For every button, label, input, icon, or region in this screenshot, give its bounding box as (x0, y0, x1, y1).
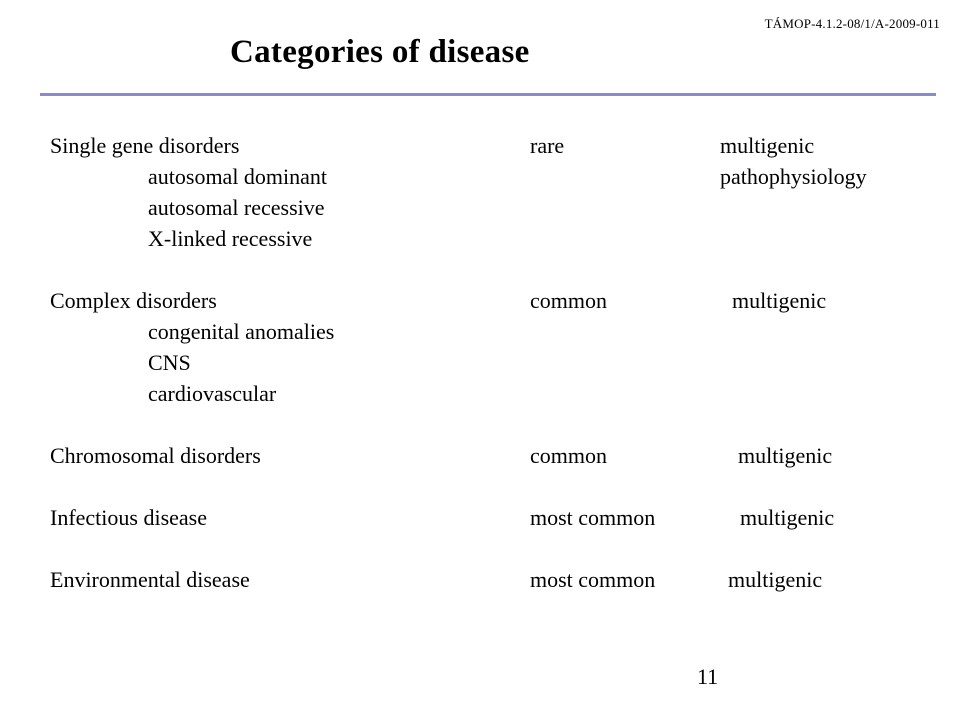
subitem: X-linked recessive (148, 226, 313, 251)
category-name: Environmental disease (50, 567, 250, 592)
category-name: Infectious disease (50, 505, 207, 530)
subitem: autosomal recessive (148, 195, 325, 220)
category-frequency: most common (530, 505, 656, 530)
subitem: autosomal dominant (148, 164, 328, 189)
slide-title: Categories of disease (230, 34, 530, 70)
category-name: Single gene disorders (50, 133, 240, 158)
category-mechanism: multigenic (738, 443, 833, 468)
category-frequency: common (530, 288, 607, 313)
page-number: 11 (697, 664, 719, 689)
category-mechanism: multigenic (732, 288, 827, 313)
category-mechanism-line2: pathophysiology (720, 164, 867, 189)
category-name: Complex disorders (50, 288, 217, 313)
project-code: TÁMOP-4.1.2-08/1/A-2009-011 (764, 16, 940, 31)
subitem: cardiovascular (148, 381, 277, 406)
category-frequency: rare (530, 133, 565, 158)
subitem: CNS (148, 350, 191, 375)
category-frequency: most common (530, 567, 656, 592)
category-name: Chromosomal disorders (50, 443, 261, 468)
category-mechanism: multigenic (740, 505, 835, 530)
subitem: congenital anomalies (148, 319, 335, 344)
category-mechanism: multigenic (720, 133, 815, 158)
title-divider (40, 93, 936, 96)
category-mechanism: multigenic (728, 567, 823, 592)
category-frequency: common (530, 443, 607, 468)
